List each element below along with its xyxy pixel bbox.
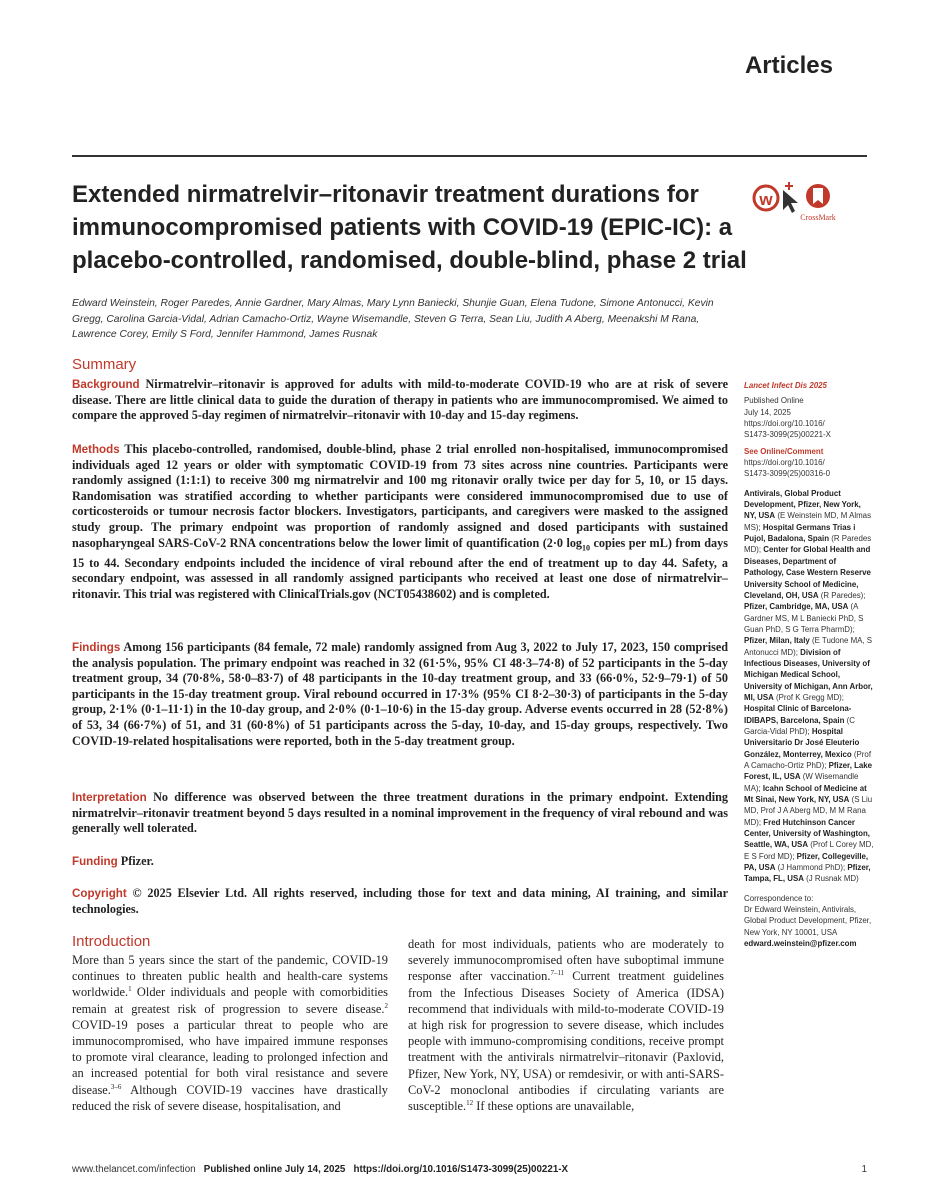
- crossmark-icon[interactable]: [806, 184, 830, 208]
- sidebar: [744, 380, 874, 950]
- page-footer: [72, 1164, 867, 1175]
- sidebar-doi-link[interactable]: [744, 418, 874, 441]
- interpretation-text: No difference was observed between the three treatment durations in the primary endpoint. Extending nirmatrelvir–ritonavir treatment beyond 5 days resulted in a nominal improvement in the frequency of viral rebound and was generally well tolerated.: [72, 790, 728, 836]
- author-list: Edward Weinstein, Roger Paredes, Annie Gardner, Mary Almas, Mary Lynn Baniecki, Shunjie Guan, Elena Tudone, Simone Antonucci, Kevin Gregg, Carolina Garcia-Vidal, Adrian Camacho-Ortiz, Wayne Wisemandle, Steven G Terra, Sean Liu, Judith A Aberg, Meenakshi M Rana, Lawrence Corey, Emily S Ford, Jennifer Hammond, James Rusnak: [72, 298, 714, 341]
- affiliation-names: (J Hammond PhD);: [775, 863, 848, 873]
- affiliation: Pfizer, Lake Forest, IL, USA: [744, 761, 873, 782]
- intro-text: If these options are unavailable,: [473, 1099, 635, 1114]
- background-text: Nirmatrelvir–ritonavir is approved for adults with mild-to-moderate COVID-19 who are at risk of severe disease. There are little clinical data to guide the duration of therapy in patients who are immunocompromised. We aimed to compare the approved 5-day regimen of nirmatrelvir–ritonavir with 10-day and 15-day regimens.: [72, 377, 728, 423]
- affiliation: Pfizer, Tampa, FL, USA: [744, 863, 871, 884]
- intro-text: Older individuals and people with comorbidities remain at greatest risk of progression to severe disease.: [72, 985, 388, 1016]
- intro-text: COVID-19 poses a particular threat to people who are immunocompromised, who have impaired immune responses to promote viral clearance, leading to prolonged infection and an increased potential for both viral resistance and severe disease.: [72, 1017, 388, 1097]
- intro-text: death for most individuals, patients who are moderately to severely immunocompromised often have suboptimal immune response after vaccination.: [408, 937, 724, 984]
- sidebar-correspondence-text: Dr Edward Weinstein, Antivirals, Global Product Development, Pfizer, New York, NY 10001, USA: [744, 905, 872, 937]
- citation[interactable]: 1: [128, 985, 132, 994]
- sidebar-correspondence-label: Correspondence to:: [744, 893, 814, 903]
- affiliation: Fred Hutchinson Cancer Center, University of Washington, Seattle, WA, USA: [744, 817, 870, 850]
- affiliation-names: (E Weinstein MD, M Almas MS);: [744, 511, 872, 532]
- affiliation-names: (Prof L Corey MD, E S Ford MD);: [744, 840, 874, 861]
- footer-doi-link[interactable]: https://doi.org/10.1016/S1473-3099(25)00221-X: [353, 1164, 569, 1175]
- header-rule: [72, 155, 867, 157]
- article-tools: [752, 178, 862, 228]
- sidebar-published-label: Published Online: [744, 396, 804, 406]
- doi-part: https://doi.org/10.1016/: [744, 458, 825, 468]
- affiliation-names: (S Liu MD, Prof J A Aberg MD, M M Rana MD);: [744, 795, 873, 827]
- article-title: Extended nirmatrelvir–ritonavir treatment durations for immunocompromised patients with COVID-19 (EPIC-IC): a placebo-controlled, randomised, double-blind, phase 2 trial: [72, 181, 747, 274]
- affiliation: Pfizer, Cambridge, MA, USA: [744, 602, 849, 612]
- affiliation-names: (C Garcia-Vidal PhD);: [744, 715, 855, 736]
- affiliation: Hospital Germans Trias i Pujol, Badalona, Spain: [744, 522, 856, 544]
- affiliation: Icahn School of Medicine at Mt Sinai, New York, NY, USA: [744, 783, 867, 805]
- sidebar-comment-doi-link[interactable]: [744, 457, 874, 480]
- sidebar-affiliations: [744, 488, 874, 885]
- affiliation: Hospital Universitario Dr José Eleuterio González, Monterrey, Mexico: [744, 726, 860, 759]
- affiliation: Center for Global Health and Diseases, Department of Pathology, Case Western Reserve University School of Medicine, Cleveland, OH, USA: [744, 545, 871, 600]
- background-label: Background: [72, 378, 140, 391]
- introduction-column-1: [72, 952, 388, 1114]
- affiliation-names: (A Gardner MS, M L Baniecki PhD, S Guan PhD, S G Terra PharmD);: [744, 602, 864, 634]
- methods-text-cont: copies per mL) from days 15 to 44. Secondary endpoints included the incidence of viral rebound after the end of treatment up to day 44. Safety, a secondary endpoint, was assessed in all randomly assigned participants who received at least one dose of nirmatrelvir–ritonavir. This trial was registered with ClinicalTrials.gov (NCT05438602) and is completed.: [72, 535, 728, 601]
- page-number: 1: [861, 1164, 867, 1175]
- affiliation-names: (Prof K Gregg MD);: [773, 692, 844, 702]
- svg-text:w: w: [759, 190, 773, 209]
- doi-part: S1473-3099(25)00221-X: [744, 430, 831, 440]
- summary-funding: [72, 854, 728, 870]
- summary-heading: Summary: [72, 356, 137, 373]
- sidebar-published-date: July 14, 2025: [744, 407, 791, 417]
- citation[interactable]: 3–6: [110, 1082, 122, 1091]
- introduction-heading: Introduction: [72, 933, 151, 950]
- interpretation-label: Interpretation: [72, 791, 147, 804]
- article-tools-icons: [752, 178, 862, 228]
- summary-findings: [72, 640, 728, 749]
- introduction-column-2: [408, 936, 724, 1114]
- methods-label: Methods: [72, 443, 120, 456]
- affiliation: Hospital Clinic of Barcelona-IDIBAPS, Barcelona, Spain: [744, 704, 852, 725]
- footer-site-link[interactable]: www.thelancet.com/infection: [72, 1164, 196, 1175]
- copyright-label: Copyright: [72, 887, 127, 900]
- funding-label: Funding: [72, 855, 118, 868]
- affiliation-names: (R Paredes);: [818, 590, 866, 600]
- methods-text: This placebo-controlled, randomised, double-blind, phase 2 trial enrolled non-hospitalised, immunocompromised individuals aged 12 years or older with symptomatic COVID-19 from 73 sites across nine countries. Participants were randomly assigned (1:1:1) to receive 300 mg nirmatrelvir and 100 mg ritonavir orally twice per day for 5, 10, or 15 days. Randomisation was stratified according to whether participants were considered immunocompromised due to use of corticosteroids or tumour necrosis factor blockers. Investigators, participants, and caregivers were masked to the assigned study group. The primary endpoint was proportion of randomly assigned and dosed participants with sustained nasopharyngeal SARS-CoV-2 RNA concentrations below the lower limit of quantification (2·0 log: [72, 442, 728, 550]
- affiliation: Antivirals, Global Product Development, Pfizer, New York, NY, USA: [744, 488, 861, 521]
- sidebar-correspondence-email[interactable]: edward.weinstein@pfizer.com: [744, 939, 857, 949]
- sidebar-see-online: See Online/Comment: [744, 446, 824, 456]
- findings-label: Findings: [72, 641, 121, 654]
- funding-text: Pfizer.: [120, 854, 154, 868]
- summary-methods: [72, 442, 728, 602]
- journal-section-label: Articles: [744, 52, 833, 79]
- citation[interactable]: 2: [384, 1001, 388, 1010]
- affiliation-names: (E Tudone MA, S Antonucci MD);: [744, 636, 873, 657]
- affiliation: Pfizer, Collegeville, PA, USA: [744, 851, 869, 873]
- affiliation: Pfizer, Milan, Italy: [744, 636, 810, 646]
- affiliation-names: (J Rusnak MD): [803, 874, 859, 884]
- summary-interpretation: [72, 790, 728, 837]
- findings-text: Among 156 participants (84 female, 72 male) randomly assigned from Aug 3, 2022 to July 17, 2023, 150 comprised the analysis population. The primary endpoint was reached in 32 (61·5%, 95% CI 48·3–74·8) of 52 participants in the 5-day treatment group, 34 (70·8%, 58·0–83·7) of 48 participants in the 10-day treatment group, and 33 (66·0%, 52·9–79·1) of 50 participants in the 15-day treatment group. Viral rebound occurred in 17·3% (95% CI 8·2–30·3) of participants in the 5-day group, 2·1% (0·1–11·1) in the 10-day group, and 2·0% (0·1–10·6) in the 15-day group. Adverse events occurred in 28 (52·8%) of 53, 34 (66·7%) of 51, and 31 (60·8%) of 51 participants across the 5-day, 10-day, and 15-day groups, respectively. Two COVID-19-related hospitalisations were reported, both in the 5-day treatment group.: [72, 640, 729, 748]
- citation[interactable]: 7–11: [550, 969, 565, 978]
- affiliation-names: (W Wisemandle MA);: [744, 772, 859, 793]
- intro-text: Although COVID-19 vaccines have drastically reduced the risk of severe disease, hospitalisation, and: [72, 1082, 388, 1113]
- doi-part: https://doi.org/10.1016/: [744, 419, 825, 429]
- copyright-text: © 2025 Elsevier Ltd. All rights reserved, including those for text and data mining, AI training, and similar technologies.: [72, 886, 728, 916]
- affiliation-names: (R Paredes MD);: [744, 534, 872, 555]
- citation[interactable]: 12: [466, 1098, 474, 1107]
- affiliation: Division of Infectious Diseases, University of Michigan Medical School, University of Michigan, Ann Arbor, MI, USA: [744, 647, 873, 702]
- summary-copyright: [72, 886, 728, 917]
- crossmark-label: CrossMark: [800, 213, 836, 222]
- footer-published: Published online July 14, 2025: [203, 1164, 346, 1175]
- summary-background: [72, 377, 728, 424]
- intro-text: More than 5 years since the start of the pandemic, COVID-19 continues to threaten public health and health-care systems worldwide.: [72, 953, 388, 1000]
- cursor-icon[interactable]: [783, 182, 798, 213]
- intro-text: Current treatment guidelines from the Infectious Diseases Society of America (IDSA) recommend that individuals with mild-to-moderate COVID-19 at high risk for progression to severe disease, which includes people with immuno-compromising conditions, receive prompt treatment with the antivirals nirmatrelvir–ritonavir (Paxlovid, Pfizer, New York, NY, USA) or remdesivir, or with anti-SARS-CoV-2 monoclonal antibodies if circulating variants are susceptible.: [408, 969, 725, 1114]
- affiliation-names: (Prof A Camacho-Ortiz PhD);: [744, 749, 872, 770]
- methods-subscript: 10: [582, 543, 591, 552]
- doi-part: S1473-3099(25)00316-0: [744, 469, 830, 479]
- sidebar-journal: Lancet Infect Dis 2025: [744, 381, 827, 390]
- wiley-w-icon[interactable]: [754, 186, 778, 210]
